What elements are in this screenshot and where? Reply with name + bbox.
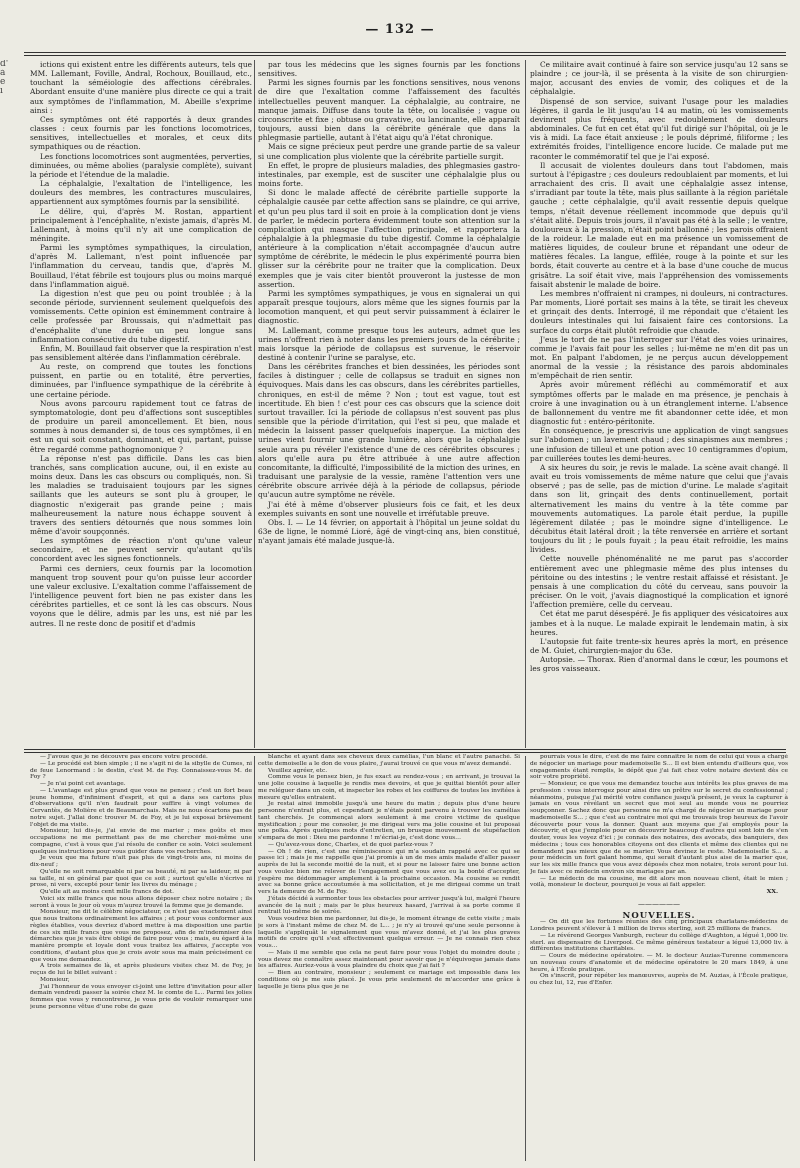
column-divider: [525, 60, 526, 748]
margin-mark: [0, 196, 24, 205]
column-divider: [254, 60, 255, 748]
margin-mark: [0, 115, 24, 124]
margin-mark: [0, 160, 24, 169]
paragraph: Dans les cérébrites franches et bien dessinées, les périodes sont faciles à distinguer ; celle de collapsus se traduit en signes non équivoques. Mais dans les cas obscurs, dans les cérébrites partielles, chroniques, en est-il de même ? Non ; tout est vague, tout est incertitude. Eh bien ! c'est pour ces cas obscurs que la science doit surtout travailler. Ici la période de collapsus n'est souvent pas plus sensible que la période d'irritation, qui l'est si peu, que malade et médecin la laissent passer quelquefois inaperçue. La miction des urines vient fournir une grande lumière, alors que la céphalalgie seule aura pu révéler l'existence d'une de ces cérébrites obscures ; alors qu'elle aura pu être attribuée à une autre affection concomitante, la difficulté, l'impossibilité de la miction des urines, en traduisant une paralysie de la vessie, ramène l'attention vers une cérébrite obscure arrivée déjà à la période de collapsus, période qu'aucun autre symptôme ne révèle.: [258, 362, 520, 500]
feuilleton-paragraph: Je veux que ma future n'ait pas plus de vingt-trois ans, ni moins de dix-neuf ;: [30, 855, 252, 868]
paragraph: Parmi les signes fournis par les fonctions sensitives, nous venons de dire que l'exaltation comme l'affaissement des facultés intellectuelles peuvent manquer. La céphalalgie, au contraire, ne manque jamais. Diffuse dans toute la tête, ou localisée ; vague ou circonscrite et fixe ; obtuse ou gravative, ou lancinante, elle apparaît toujours, aussi bien dans la cérébrite générale que dans la phlegmasie partielle, autant à l'état aigu qu'à l'état chronique.: [258, 78, 520, 143]
paragraph: Parmi les symptômes sympathiques, la circulation, d'après M. Lallemant, n'est point influencée par l'inflammation du cerveau, tandis que, d'après M. Bouillaud, l'état fébrile est toujours plus ou moins marqué dans l'inflammation aiguë.: [30, 243, 252, 289]
margin-mark: e: [0, 78, 6, 88]
paragraph: Ces symptômes ont été rapportés à deux grandes classes : ceux fournis par les fonctions locomotrices, sensitives, intellectuelles et morales, et ceux dits sympathiques ou de réaction.: [30, 114, 252, 152]
margin-mark: [0, 224, 24, 233]
paragraph: La réponse n'est pas difficile. Dans les cas bien tranchés, sans complication aucune, oui, il en existe au moins deux. Dans les cas obscurs ou compliqués, non. Si les maladies se traduisaient toujours par les signes saillants que les auteurs se sont plu à grouper, le diagnostic n'exigerait pas grande peine ; mais malheureusement la nature nous échappe souvent à travers des sentiers détournés que nous sommes loin même d'avoir soupçonnés.: [30, 453, 252, 536]
margin-mark: [0, 105, 24, 114]
paragraph: Si donc le malade affecté de cérébrite partielle supporte la céphalalgie causée par cette affection sans se plaindre, ce qui arrive, et qu'un peu plus tard il soit en proie à la complication dont je viens de parler, le médecin portera évidemment toute son attention sur la complication qui masque l'affection principale, et rapportera la céphalalgie à la phlegmasie du tube digestif. Comme la céphalalgie antérieure à la complication n'était accompagnée d'aucun autre symptôme de cérébrite, le médecin le plus expérimenté pourra bien glisser sur la cérébrite pour ne traiter que la complication. Deux exemples que je vais citer bientôt prouveront la justesse de mon assertion.: [258, 188, 520, 289]
feuilleton-paragraph: pourrais vous le dire, c'est de me faire connaître le nom de celui qui vous a chargé de négocier un mariage pour mademoiselle S… Il est bien entendu d'ailleurs que, vos engagements étant remplis, le dépôt que j'ai fait chez votre notaire devient dès ce soir votre propriété.: [530, 754, 788, 781]
paragraph: L'autopsie fut faite trente-six heures après la mort, en présence de M. Guiet, chirurgien-major du 63e.: [530, 636, 788, 655]
feuilleton-rule-thin: [24, 752, 786, 753]
paragraph: Obs. I. — Le 14 février, on apportait à l'hôpital un jeune soldat du 63e de ligne, le nommé Lioré, âgé de vingt-cinq ans, bien constitué, n'ayant jamais été malade jusque-là.: [258, 517, 520, 546]
margin-mark: [0, 169, 24, 178]
margin-mark: i: [0, 87, 3, 97]
paragraph: En conséquence, je prescrivis une application de vingt sangsues sur l'abdomen ; un lavement chaud ; des sinapismes aux membres ; une infusion de tilleul et une potion avec 10 centigrammes d'opium, par cuillerées toutes les demi-heures.: [530, 426, 788, 463]
margin-mark: [0, 233, 24, 242]
paragraph: Le délire, qui, d'après M. Rostan, appartient principalement à l'encéphalite, n'existe jamais, d'après M. Lallemant, à moins qu'il n'y ait une complication de méningite.: [30, 206, 252, 243]
news-item: On s'inscrit, pour répéter les manœuvres, auprès de M. Auzias, à l'École pratique, ou chez lui, 12, rue d'Enfer.: [530, 973, 788, 986]
separator-ornament: ——————: [638, 899, 680, 908]
paragraph: Il accusait de violentes douleurs dans tout l'abdomen, mais surtout à l'épigastre ; ces douleurs redoublaient par moments, et lui arrachaient des cris. Il avait une céphalalgie assez intense, s'irradiant par toute la tête, mais plus saillante à la région pariétale gauche ; cette céphalalgie, qu'il avait ressentie depuis quelque temps, n'était devenue réellement incommode que depuis qu'il s'était alité. Depuis trois jours, il n'avait pas été à la selle ; le ventre, douloureux à la pression, n'était point ballonné ; les parois offraient de la roideur. Le malade eut en ma présence un vomissement de matières liquides, de couleur brune et répandant une odeur de matières fécales. La langue, effilée, rouge à la pointe et sur les bords, était couverte au centre et à la base d'une couche de mucus grisâtre. La soif était vive, mais l'appréhension des vomissements faisait abstenir le malade de boire.: [530, 160, 788, 289]
feuilleton-rule: [24, 749, 786, 750]
lower-column-3: [530, 754, 788, 1162]
signature: XX.: [766, 888, 778, 895]
upper-column-1: [30, 60, 252, 750]
paragraph: Parmi ces derniers, ceux fournis par la locomotion manquent trop souvent pour qu'on puisse leur accorder une valeur exclusive. L'exaltation comme l'affaissement de l'intelligence peuvent fort bien ne pas exister dans les cérébrites partielles, et ce sont là les cas obscurs. Nous voyons que le délire, admis par les uns, est nié par les autres. Il ne reste donc de positif et d'admis: [30, 563, 252, 628]
feuilleton-paragraph: Comme vous le pensez bien, je fus exact au rendez-vous ; en arrivant, je trouvai la une jolie cousine à laquelle je rendis mes devoirs, et que je quittai bientôt pour aller me reléguer dans un coin, et inspecter les robes et les coiffures de toutes les invitées à mesure qu'elles entraient.: [258, 774, 520, 801]
paragraph: Les symptômes de réaction n'ont qu'une valeur secondaire, et ne peuvent servir qu'autant qu'ils concordent avec les signes fonctionnels.: [30, 536, 252, 564]
paragraph: Les fonctions locomotrices sont augmentées, perverties, diminuées, ou même abolies (paralysie complète), suivant la période et l'étendue de la maladie.: [30, 151, 252, 179]
paragraph: En effet, le propre de plusieurs maladies, des phlegmasies gastro-intestinales, par exemple, est de susciter une céphalalgie plus ou moins forte.: [258, 160, 520, 189]
top-rule-thin: [24, 55, 786, 56]
column-divider: [254, 756, 255, 1161]
paragraph: Dispensé de son service, suivant l'usage pour les maladies légères, il garda le lit jusqu'au 14 au matin, où les vomissements devinrent plus fréquents, avec redoublement de douleurs abdominales. Ce fut en cet état qu'il fut dirigé sur l'hôpital, où je le vis à midi. La face était anxieuse ; le pouls déprimé, filiforme ; les extrémités froides, l'intelligence encore lucide. Ce malade put me raconter le commémoratif tel que je l'ai exposé.: [530, 96, 788, 161]
top-rule: [24, 52, 786, 53]
paragraph: Enfin, M. Bouillaud fait observer que la respiration n'est pas sensiblement altérée dans l'inflammation cérébrale.: [30, 343, 252, 362]
paragraph: Après avoir mûrement réfléchi au commémoratif et aux symptômes offerts par le malade en ma présence, je penchais à croire à une invagination ou à un étranglement interne. L'absence de ballonnement du ventre me fit abandonner cette idée, et mon diagnostic fut : entéro-péritonite.: [530, 380, 788, 427]
paragraph: Cet état me parut désespéré. Je fis appliquer des vésicatoires aux jambes et à la nuque. Le malade expirait le lendemain matin, à six heures.: [530, 609, 788, 637]
news-item: — Cours de médecine opératoire. — M. le docteur Auzias-Turenne commencera un nouveau cours d'anatomie et de médecine opératoire le 20 mars 1849, à une heure, à l'École pratique.: [530, 953, 788, 973]
paragraph: Ce militaire avait continué à faire son service jusqu'au 12 sans se plaindre ; ce jour-là, il se présenta à la visite de son chirurgien-major, accusant des envies de vomir, des coliques et de la céphalalgie.: [530, 60, 788, 97]
paragraph: Au reste, on comprend que toutes les fonctions puissent, en partie ou en totalité, être perverties, diminuées, par l'influence sympathique de la cérébrite à une certaine période.: [30, 362, 252, 399]
paragraph: La digestion n'est que peu ou point troublée ; à la seconde période, surviennent seulement quelquefois des vomissements. Cette opinion est éminemment contraire à celle professée par Broussais, qui n'admettait pas d'encéphalite d'une durée un peu longue sans inflammation consécutive du tube digestif.: [30, 288, 252, 344]
paragraph: Mais ce signe précieux peut perdre une grande partie de sa valeur si une complication plus violente que la cérébrite partielle surgit.: [258, 142, 520, 161]
page-number: — 132 —: [365, 22, 435, 37]
margin-mark: [0, 251, 24, 260]
feuilleton-paragraph: A trois semaines de là, et après plusieurs visites chez M. de Foy, je reçus de lui le billet suivant :: [30, 963, 252, 976]
margin-mark: d': [0, 60, 9, 69]
paragraph: M. Lallemant, comme presque tous les auteurs, admet que les urines n'offrent rien à noter dans les premiers jours de la cérébrite ; mais lorsque la période de collapsus est survenue, le réservoir destiné à contenir l'urine se paralyse, etc.: [258, 325, 520, 362]
feuilleton-paragraph: — Oh ! de rien, c'est une réminiscence qui m'a soudain rappelé avec ce qui se passe ici ; mais je me rappelle que j'ai promis à un de mes amis malade d'aller passer auprès de lui la seconde moitié de la nuit, et si pour ne laisser faire une bonne action vous voulez bien me relever de l'engagement que vous avez eu la bonté d'accepter, j'espère me dédommager amplement à la prochaine occasion. Ma cousine se rendit avec sa bonne grâce accoutumée à ma sollicitation, et je me dirigeai comme un trait vers la demeure de M. de Foy.: [258, 848, 520, 895]
feuilleton-paragraph: J'étais décidé à surmonter tous les obstacles pour arriver jusqu'à lui, malgré l'heure avancée de la nuit ; mais par le plus heureux hasard, j'arrivai à sa porte comme il rentrait lui-même de soirée.: [258, 895, 520, 916]
paragraph: ictions qui existent entre les différents auteurs, tels que MM. Lallemant, Foville, Andral, Rochoux, Bouillaud, etc., touchant la séméiologie des affections cérébrales. Abordant ensuite d'une manière plus directe ce qui a trait aux symptômes de l'inflammation, M. Abeille s'exprime ainsi :: [30, 60, 252, 115]
upper-column-2: [258, 60, 520, 750]
margin-mark: [0, 260, 24, 269]
margin-mark: [0, 142, 24, 151]
margin-mark: [0, 242, 24, 251]
paragraph: Autopsie. — Thorax. Rien d'anormal dans le cœur, les poumons et les gros vaisseaux.: [530, 655, 788, 674]
margin-mark: [0, 178, 24, 187]
feuilleton-paragraph: Veuillez agréer, etc.: [268, 767, 328, 774]
feuilleton-paragraph: — Le médecin de ma cousine, me dit alors mon nouveau client, était le mien ; voilà, monsieur le docteur, pourquoi je vous ai fait appeler.: [530, 875, 788, 889]
paragraph: Les membres n'offraient ni crampes, ni douleurs, ni contractures. Par moments, Lioré portait ses mains à la tête, se tirait les cheveux et grinçait des dents. Interrogé, il me répondait que c'étaient les douleurs intestinales qui lui faisaient faire ces contorsions. La surface du corps était plutôt refroidie que chaude.: [530, 288, 788, 335]
paragraph: A six heures du soir, je revis le malade. La scène avait changé. Il avait eu trois vomissements de même nature que celui que j'avais observé ; pas de selle, pas de miction d'urine. Le malade s'agitait dans son lit, grinçait des dents continuellement, portait alternativement les mains du ventre à la tête comme par mouvements automatiques. La parole était perdue, la pupille légèrement dilatée ; pas le moindre signe d'intelligence. Le décubitus était latéral droit ; la tête renversée en arrière et sortant toujours du lit ; le pouls fuyait ; la peau était refroidie, les mains livides.: [530, 462, 788, 555]
paragraph: Nous avons parcouru rapidement tout ce fatras de symptomatologie, dont peu d'affections sont susceptibles de produire un pareil amoncellement. Et bien, nous sommes à nous demander si, de tous ces symptômes, il en est un qui soit constant, dominant, et qui, partant, puisse être regardé comme pathognomonique ?: [30, 398, 252, 454]
feuilleton-paragraph: Monsieur, me dit le célèbre négociateur, ce n'est pas exactement ainsi que nous traitons ordinairement les affaires ; et pour vous conformer aux règles établies, vous devriez d'abord mettre à ma disposition une partie de ces six mille francs que vous me proposez, afin de m'indemniser des démarches que je vais être obligé de faire pour vous ; mais, eu égard à la manière prompte et loyale dont vous traitez les affaires, j'accepte vos conditions, d'autant plus que je crois avoir sous ma main précisément ce que vous me demandez.: [30, 909, 252, 963]
feuilleton-paragraph: Vous voudrez bien me pardonner, lui dis-je, le moment étrange de cette visite ; mais je sors à l'instant même de chez M. de L… ; je n'y ai trouvé qu'une seule personne à laquelle s'appliquât le signalement que vous m'avez donné, et j'ai les plus graves motifs de croire qu'il s'est effectivement quelque erreur. — Je ne connais rien chez vous…: [258, 916, 520, 949]
margin-mark: [0, 187, 24, 196]
feuilleton-paragraph: Monsieur,: [40, 976, 70, 983]
feuilleton-paragraph: — Bien au contraire, monsieur ; seulement ce mariage est impossible dans les conditions où je me suis placé. Je vous prie seulement de m'accorder une grâce à laquelle je tiens plus que je ne: [258, 970, 520, 990]
news-item: — On dit que les fortunes réunies des cinq principaux charlatans-médecins de Londres peuvent s'élever à 1 million de livres sterling, soit 25 millions de francs.: [530, 919, 788, 932]
margin-mark: [0, 133, 24, 142]
upper-column-3: [530, 60, 788, 750]
paragraph: Parmi les symptômes sympathiques, je vous en signalerai un qui apparaît presque toujours, alors même que les signes fournis par la locomotion manquent, et qui peut servir puissamment à éclairer le diagnostic.: [258, 288, 520, 326]
feuilleton-paragraph: Qu'elle ait au moins cent mille francs de dot.: [40, 889, 174, 895]
feuilleton-paragraph: blanche et ayant dans ses cheveux deux camélias, l'un blanc et l'autre panaché. Si cette demoiselle a le don de vous plaire, j'aurai trouvé ce que vous m'avez demandé.: [258, 754, 520, 767]
section-title-nouvelles: NOUVELLES.: [622, 910, 696, 921]
feuilleton-paragraph: Je restai ainsi immobile jusqu'à une heure du matin ; depuis plus d'une heure personne n'entrait plus, et cependant je n'étais point parvenu à trouver les camélias tant cherchés. Je commençai alors seulement à me croire victime de quelque mystification ; pour me consoler, je me dirigeai vers ma jolie cousine et lui proposai une polka. Après quelques mots d'entretien, un brusque mouvement de stupéfaction s'empara de moi : Dieu me pardonne ! m'écriai-je, c'est donc vous…: [258, 801, 520, 841]
feuilleton-paragraph: — Mais il me semble que cela ne peut faire pour vous l'objet du moindre doute ; vous devez me connaître assez maintenant pour savoir que je n'équivoque jamais dans les affaires. Auriez-vous à vous plaindre du choix que j'ai fait ?: [258, 949, 520, 970]
feuilleton-paragraph: — Qu'avez-vous donc, Charles, et de quoi parlez-vous ?: [268, 841, 433, 848]
feuilleton-paragraph: Monsieur, lui dis-je, j'ai envie de me marier ; mes goûts et mes occupations ne me permettant pas de me chercher moi-même une compagne, c'est à vous que j'ai résolu de confier ce soin. Voici seulement quelques instructions pour vous guider dans vos recherches.: [30, 828, 252, 855]
news-item: — Le révérend Georges Vanburgh, recteur du collège d'Aughton, a légué 1,000 liv. sterl. au dispensaire de Liverpool. Ce même généreux testateur a légué 13,000 liv. à différentes institutions charitables.: [530, 932, 788, 953]
paragraph: La céphalalgie, l'exaltation de l'intelligence, les douleurs des membres, les contractures musculaires, appartiennent aux symptômes fournis par la sensibilité.: [30, 179, 252, 207]
feuilleton-paragraph: J'ai l'honneur de vous envoyer ci-joint une lettre d'invitation pour aller demain vendredi passer la soirée chez M. le comte de L... Parmi les jolies femmes que vous y rencontrerez, je vous prie de vouloir remarquer une jeune personne vêtue d'une robe de gaze: [30, 983, 252, 1010]
margin-mark: [0, 151, 24, 160]
feuilleton-paragraph: — L'avantage est plus grand que vous ne pensez ; c'est un fort beau jeune homme, d'infiniment d'esprit, et qui a dans ses cartons plus d'observations qu'il n'en faudrait pour suffire à vingt volumes de Cervantès, de Molière et de Beaumarchais. Mais ne nous écartons pas de notre sujet. J'allai donc trouver M. de Foy, et je lui exposai brièvement l'objet de ma visite.: [30, 787, 252, 828]
lower-column-2: [258, 754, 520, 1162]
feuilleton-paragraph: Qu'elle ne soit remarquable ni par sa beauté, ni par sa laideur, ni par sa taille, ni en général par quoi que ce soit ; surtout qu'elle n'écrive ni prose, ni vers, excepté pour tenir les livres du ménage ;: [30, 868, 252, 889]
paragraph: par tous les médecins que les signes fournis par les fonctions sensitives.: [258, 60, 520, 79]
feuilleton-paragraph: Voici six mille francs que nous allons déposer chez notre notaire ; ils seront à vous le jour où vous m'aurez trouvé la femme que je demande.: [30, 895, 252, 909]
paragraph: J'ai été à même d'observer plusieurs fois ce fait, et les deux exemples suivants en sont une nouvelle et irréfutable preuve.: [258, 499, 520, 518]
feuilleton-paragraph: — Monsieur, ce que vous me demandez touche aux intérêts les plus graves de ma profession : vous interrogez pour ainsi dire un prêtre sur le secret du confessionnal ; néanmoins, puisque j'ai mérité votre confiance jusqu'à présent, je veux la capturer à jamais en vous révélant un secret que moi seul au monde vous ne pourriez soupçonner. Sachez donc que personne ne m'a chargé de négocier un mariage pour mademoiselle S… ; que c'est au contraire moi qui me trouvais trop heureux de l'avoir découverte pour vous la donner. Quant aux moyens que j'ai employés pour la découvrir, et que j'emploie pour en découvrir beaucoup d'autres qui sont loin de s'en douter, vous les voyez d'ici ; je connais des notaires, des avocats, des banquiers, des médecins ; tous ces honorables citoyens ont des clients et même des clientes qui ne demandent pas mieux que de se marier. Vous devinez le reste. Mademoiselle S… a pour médecin un fort galant homme, qui serait d'autant plus aise de la marier que, sur les six mille francs que vous avez déposés chez mon notaire, trois seront pour lui. Je fais avec ce médecin environ six mariages par an.: [530, 781, 788, 875]
lower-column-1: [30, 754, 252, 1162]
feuilleton-paragraph: — Je n'ai point cet avantage.: [40, 781, 126, 787]
feuilleton-paragraph: — J'avoue que je ne découvre pas encore votre procédé.: [40, 754, 208, 760]
margin-mark: à: [0, 69, 6, 79]
feuilleton-paragraph: — Le procédé est bien simple ; il ne s'agit ni de la sibylle de Cumes, ni de feue Lenormand : le destin, c'est M. de Foy. Connaissez-vous M. de Foy ?: [30, 760, 252, 781]
margin-mark: [0, 124, 24, 133]
left-margin-marks: [0, 60, 24, 269]
margin-mark: [0, 215, 24, 224]
margin-mark: [0, 96, 24, 105]
column-divider: [525, 756, 526, 1161]
paragraph: Cette nouvelle phénoménalité ne me parut pas s'accorder entièrement avec une phlegmasie même des plus intenses du péritoine ou des intestins ; le ventre restait affaissé et résistant. Je pensais à une complication du côté du cerveau, sans pouvoir la préciser. On le voit, j'avais diagnostiqué la complication et ignoré l'affection première, celle du cerveau.: [530, 554, 788, 610]
margin-mark: [0, 206, 24, 215]
paragraph: J'eus le tort de ne pas l'interroger sur l'état des voies urinaires, comme je l'avais fait pour les selles ; lui-même ne m'en dit pas un mot. En palpant l'abdomen, je ne perçus aucun développement anormal de la vessie ; la résistance des parois abdominales m'empêchait de rien sentir.: [530, 334, 788, 381]
